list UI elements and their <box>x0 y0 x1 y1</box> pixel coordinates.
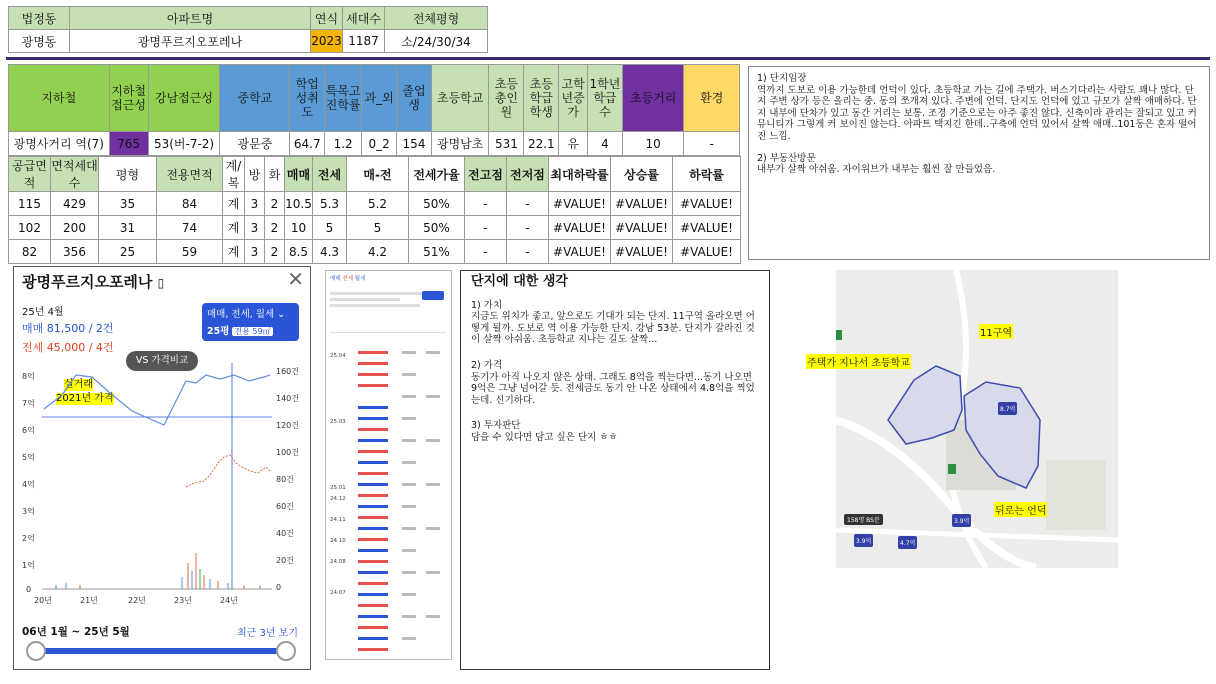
notes-heading-2: 2) 부동산방문 <box>757 152 816 164</box>
cell: #VALUE! <box>673 216 741 240</box>
ylabel-right: 40건 <box>276 529 294 538</box>
row-line <box>358 373 388 376</box>
ylabel-right: 120건 <box>276 421 299 430</box>
jeonse-price-line <box>186 455 270 487</box>
thoughts-title: 단지에 대한 생각 <box>471 274 568 289</box>
cell: 84 <box>157 192 223 216</box>
notes-text-1: 역까지 도보로 이용 가능한데 언덕이 있다. 초등학교 가는 길에 주택가. 버스기다리는 사람도 꽤나 많다. 단지 주변 상가 등은 올리는 중. 동의 쪼개져 있다. 주변에 언덕. 단지도 언덕에 있고 규모가 살짝 애매하다. 단지 내부에 단차가 있고 동간 거리는 보통. 조경 기준으로는 아주 좋진 않다. 신축이라 관리는 잘되고 있고 커뮤니티가 그렇게 커 보이진 않는다. 아파트 택지긴 한데..구축에 언덕 있어서 살짝 애매..101동은 혼자 떨어진 느낌. <box>757 84 1197 142</box>
row-line <box>358 615 388 618</box>
cell: 8.5 <box>285 240 313 264</box>
cell: 59 <box>157 240 223 264</box>
value-households: 1187 <box>343 30 385 53</box>
ylabel-right: 100건 <box>276 448 299 457</box>
xlabel: 20년 <box>34 596 52 605</box>
cell: 3 <box>245 216 265 240</box>
ylabel-left: 8억 <box>22 372 35 381</box>
spec-h-max-drop: 최대하락률 <box>549 157 611 192</box>
value-sizes: 소/24/30/34 <box>385 30 488 53</box>
cell: #VALUE! <box>611 240 673 264</box>
ylabel-right: 20건 <box>276 556 294 565</box>
val-environment: - <box>684 132 740 156</box>
complex-thoughts-panel <box>460 270 770 670</box>
spec-h-sale: 매매 <box>285 157 313 192</box>
filter-label: 매매, 전세, 월세 <box>207 309 275 320</box>
range-slider-track[interactable] <box>36 648 292 654</box>
ylabel-left: 7억 <box>22 399 35 408</box>
mid-tab[interactable]: 전세 <box>342 276 354 282</box>
cell: 5 <box>313 216 347 240</box>
hdr-elementary: 초등학교 <box>431 65 488 132</box>
cell: 4.3 <box>313 240 347 264</box>
chevron-down-icon: ⌄ <box>277 309 286 320</box>
hdr-graduates: 졸업생 <box>397 65 432 132</box>
map-label-elementary-route <box>806 354 911 369</box>
range-slider-end-handle[interactable] <box>276 641 296 661</box>
hdr-upper-grade: 고학년증가 <box>559 65 588 132</box>
left-axis-labels <box>22 371 35 594</box>
cell: - <box>465 192 507 216</box>
spec-h-rise: 상승률 <box>611 157 673 192</box>
spec-h-high: 전고점 <box>465 157 507 192</box>
spec-h-pyeong: 평형 <box>99 157 157 192</box>
ylabel-right: 80건 <box>276 475 294 484</box>
row-line <box>402 439 416 442</box>
transaction-list-panel <box>325 270 452 660</box>
row-line <box>402 615 416 618</box>
spec-header-row <box>9 157 741 192</box>
row-line <box>358 494 388 497</box>
row-line <box>358 450 388 453</box>
row-line <box>358 439 388 442</box>
ylabel-left: 6억 <box>22 426 35 435</box>
vs-compare-button[interactable]: VS 가격비교 <box>126 351 198 371</box>
thoughts-heading-3: 3) 투자판단 <box>471 420 521 432</box>
filter-size: 25평 <box>207 326 230 337</box>
hdr-elem-class: 초등학급학생 <box>524 65 559 132</box>
x-axis-labels <box>34 595 238 605</box>
header-sizes: 전체평형 <box>385 7 488 30</box>
row-line <box>358 538 388 541</box>
row-line <box>358 560 388 563</box>
hdr-special-hs: 특목고진학률 <box>325 65 362 132</box>
cell: 50% <box>409 216 465 240</box>
val-graduates: 154 <box>397 132 432 156</box>
val-elementary: 광명남초 <box>431 132 488 156</box>
cell: 82 <box>9 240 51 264</box>
thoughts-text-3: 담을 수 있다면 담고 싶은 단지 ㅎㅎ <box>471 431 618 443</box>
val-first-grade: 4 <box>587 132 622 156</box>
mid-list <box>330 351 346 599</box>
row-line <box>358 571 388 574</box>
range-slider-start-handle[interactable] <box>26 641 46 661</box>
map-price-pin[interactable]: 4.7억 <box>898 536 917 549</box>
row-line <box>358 384 388 387</box>
map-icon[interactable]: ▯ <box>157 276 165 290</box>
row-line <box>358 516 388 519</box>
value-year: 2023 <box>311 30 343 53</box>
ylabel-left: 4억 <box>22 480 35 489</box>
thoughts-text-1: 지금도 위치가 좋고, 앞으로도 기대가 되는 단지. 11구역 올라오면 어떻게 될까. 도보로 역 이용 가능한 단지. 강남 53분. 단지가 갈라진 것이 살짝 아쉬움. 초등학교 지나는 길도 살짝... <box>471 311 755 346</box>
hdr-middle-school: 중학교 <box>220 65 290 132</box>
val-elem-class: 22.1 <box>524 132 559 156</box>
spec-h-type: 계/복 <box>223 157 245 192</box>
row-line <box>358 604 388 607</box>
apartment-summary-table <box>8 6 488 53</box>
filter-dropdown[interactable] <box>202 303 299 341</box>
xlabel: 22년 <box>128 596 146 605</box>
cell: 200 <box>51 216 99 240</box>
cell: 5.3 <box>313 192 347 216</box>
cell: 계 <box>223 240 245 264</box>
table-row <box>9 240 741 264</box>
val-gangnam-access: 53(버-7-2) <box>148 132 220 156</box>
map-info-badge[interactable]: 158명 BS분 <box>844 514 883 525</box>
table-row <box>9 192 741 216</box>
price-line-chart <box>14 363 310 613</box>
chart-sale-summary: 매매 81,500 / 2건 <box>22 322 114 335</box>
hdr-subway: 지하철 <box>9 65 110 132</box>
row-line <box>358 505 388 508</box>
map-price-pin[interactable]: 3.9억 <box>854 534 873 547</box>
notes-text-2: 내부가 살짝 아쉬움. 자이위브가 내부는 훨씬 잘 만들었음. <box>757 164 996 176</box>
cell: 102 <box>9 216 51 240</box>
hdr-tutoring: 과_외 <box>362 65 397 132</box>
cell: 50% <box>409 192 465 216</box>
row-line <box>426 439 440 442</box>
notes-heading-1: 1) 단지임장 <box>757 73 807 84</box>
val-middle-school: 광문중 <box>220 132 290 156</box>
header-year: 연식 <box>311 7 343 30</box>
val-upper-grade: 유 <box>559 132 588 156</box>
val-achievement: 64.7 <box>290 132 325 156</box>
row-line <box>402 461 416 464</box>
table-row <box>9 216 741 240</box>
cell: 429 <box>51 192 99 216</box>
cell: 35 <box>99 192 157 216</box>
ylabel-left: 5억 <box>22 453 35 462</box>
mid-list-rows <box>356 351 448 656</box>
row-line <box>402 505 416 508</box>
spec-h-baths: 화 <box>265 157 285 192</box>
annot-2021: 2021년 가격 <box>56 393 114 404</box>
value-dong: 광명동 <box>9 30 70 53</box>
row-line <box>358 648 388 651</box>
mid-row-date: 24.11 <box>330 517 346 523</box>
mid-row-date: 25.03 <box>330 419 346 425</box>
hdr-elem-distance: 초등거리 <box>622 65 684 132</box>
val-subway: 광명사거리 역(7) <box>9 132 110 156</box>
row-line <box>358 417 388 420</box>
cell: 74 <box>157 216 223 240</box>
recent-3y-link[interactable]: 최근 3년 보기 <box>236 628 298 639</box>
row-line <box>402 351 416 354</box>
size-price-table <box>8 156 741 264</box>
cell: 51% <box>409 240 465 264</box>
xlabel: 23년 <box>174 596 192 605</box>
row-line <box>426 351 440 354</box>
cell: #VALUE! <box>673 240 741 264</box>
map-price-pin[interactable]: 8.7억 <box>998 402 1017 415</box>
cell: 356 <box>51 240 99 264</box>
row-line <box>358 549 388 552</box>
cell: #VALUE! <box>611 216 673 240</box>
thoughts-heading-2: 2) 가격 <box>471 359 503 371</box>
location-info-table <box>8 64 740 156</box>
val-elem-distance: 10 <box>622 132 684 156</box>
cell: 2 <box>265 192 285 216</box>
map-price-pin[interactable]: 3.9억 <box>952 514 971 527</box>
cell: 31 <box>99 216 157 240</box>
hdr-achievement: 학업성취도 <box>290 65 325 132</box>
spec-h-ratio: 전세가율 <box>409 157 465 192</box>
cell: 5 <box>347 216 409 240</box>
row-line <box>358 406 388 409</box>
row-line <box>358 428 388 431</box>
cell: #VALUE! <box>549 192 611 216</box>
row-line <box>358 483 388 486</box>
spec-h-drop: 하락률 <box>673 157 741 192</box>
row-line <box>402 527 416 530</box>
hdr-environment: 환경 <box>684 65 740 132</box>
mid-row-date: 24.07 <box>330 590 346 596</box>
row-line <box>426 395 440 398</box>
sale-price-line <box>44 375 270 425</box>
mid-tab[interactable]: 월세 <box>354 276 366 282</box>
cell: 계 <box>223 192 245 216</box>
row-line <box>402 637 416 640</box>
map-label-hill: 뒤로는 언덕 <box>994 502 1047 517</box>
cell: 계 <box>223 216 245 240</box>
hdr-subway-access: 지하철접근성 <box>109 65 148 132</box>
hdr-gangnam-access: 강남접근성 <box>148 65 220 132</box>
spec-h-supply: 공급면적 <box>9 157 51 192</box>
volume-bars <box>56 553 260 589</box>
row-line <box>402 373 416 376</box>
price-chart-panel <box>13 266 311 670</box>
spec-h-rooms: 방 <box>245 157 265 192</box>
mid-row-date: 24.10 <box>330 538 346 544</box>
ylabel-right: 140건 <box>276 394 299 403</box>
site-visit-notes <box>748 66 1210 260</box>
ylabel-right: 60건 <box>276 502 294 511</box>
divider-line <box>6 57 1210 60</box>
filter-size-sub: 전용 59㎡ <box>234 327 271 336</box>
row-line <box>402 417 416 420</box>
row-line <box>402 483 416 486</box>
val-subway-access: 765 <box>109 132 148 156</box>
header-households: 세대수 <box>343 7 385 30</box>
map-label-elementary-route-text: 주택가 지나서 초등학교 <box>807 358 910 369</box>
cell: 25 <box>99 240 157 264</box>
ylabel-right: 0 <box>276 583 282 592</box>
row-line <box>358 527 388 530</box>
close-icon[interactable]: ✕ <box>287 267 304 291</box>
row-line <box>358 637 388 640</box>
mid-header-area <box>330 289 446 333</box>
row-line <box>426 483 440 486</box>
cell: #VALUE! <box>611 192 673 216</box>
header-dong: 법정동 <box>9 7 70 30</box>
row-line <box>358 593 388 596</box>
thoughts-heading-1: 1) 가치 <box>471 299 503 311</box>
val-tutoring: 0_2 <box>362 132 397 156</box>
row-line <box>358 582 388 585</box>
map-label-11-district: 11구역 <box>979 324 1013 339</box>
cell: 10.5 <box>285 192 313 216</box>
spec-h-gap: 매-전 <box>347 157 409 192</box>
chart-title <box>22 271 164 292</box>
ylabel-left: 1억 <box>22 561 35 570</box>
row-line <box>402 395 416 398</box>
cell: - <box>507 192 549 216</box>
annot-trade: 실거래 <box>64 379 93 390</box>
spec-h-jeonse: 전세 <box>313 157 347 192</box>
cell: - <box>465 240 507 264</box>
cell: #VALUE! <box>549 240 611 264</box>
row-line <box>426 571 440 574</box>
cell: 4.2 <box>347 240 409 264</box>
hdr-first-grade: 1학년학급수 <box>587 65 622 132</box>
ylabel-left: 0 <box>26 585 32 594</box>
xlabel: 21년 <box>80 596 98 605</box>
mid-tabs <box>326 271 451 285</box>
cell: 5.2 <box>347 192 409 216</box>
ylabel-left: 2억 <box>22 534 35 543</box>
hdr-elem-total: 초등총인원 <box>489 65 524 132</box>
row-line <box>358 362 388 365</box>
right-axis-labels <box>276 366 299 592</box>
value-apt-name: 광명푸르지오포레나 <box>70 30 311 53</box>
row-line <box>358 461 388 464</box>
val-elem-total: 531 <box>489 132 524 156</box>
spec-h-low: 전저점 <box>507 157 549 192</box>
cell: 115 <box>9 192 51 216</box>
cell: 10 <box>285 216 313 240</box>
area-map <box>807 270 1118 568</box>
spec-h-units: 면적세대수 <box>51 157 99 192</box>
row-line <box>402 571 416 574</box>
row-line <box>358 626 388 629</box>
cell: #VALUE! <box>673 192 741 216</box>
row-line <box>426 615 440 618</box>
cell: 2 <box>265 216 285 240</box>
cell: - <box>507 216 549 240</box>
mid-row-date: 24.08 <box>330 559 346 565</box>
chart-rent-summary: 전세 45,000 / 4건 <box>22 341 114 354</box>
xlabel: 24년 <box>220 596 238 605</box>
ylabel-right: 160건 <box>276 367 299 376</box>
cell: 2 <box>265 240 285 264</box>
mid-row-date: 25.04 <box>330 353 346 359</box>
chart-month: 25년 4월 <box>22 307 64 318</box>
cell: 3 <box>245 240 265 264</box>
row-line <box>358 351 388 354</box>
cell: #VALUE! <box>549 216 611 240</box>
row-line <box>358 472 388 475</box>
ylabel-left: 3억 <box>22 507 35 516</box>
header-apt-name: 아파트명 <box>70 7 311 30</box>
spec-h-exclusive: 전용면적 <box>157 157 223 192</box>
row-line <box>402 549 416 552</box>
val-special-hs: 1.2 <box>325 132 362 156</box>
mid-row-date: 24.12 <box>330 496 346 502</box>
mid-tab[interactable]: 매매 <box>330 276 341 282</box>
row-line <box>426 527 440 530</box>
mid-row-date: 25.01 <box>330 485 346 491</box>
date-range-label: 06년 1월 ~ 25년 5월 <box>22 626 130 638</box>
cell: - <box>507 240 549 264</box>
chart-title-text: 광명푸르지오포레나 <box>22 273 153 291</box>
thoughts-text-2: 동기가 아직 나오지 않은 상태. 그래도 8억을 찍는다면...동기 나오면 9억은 그냥 넘어갈 듯. 전세금도 동기 안 나온 상태에서 4.8억을 찍었는데. 신기하다. <box>471 371 755 406</box>
cell: 3 <box>245 192 265 216</box>
row-line <box>402 593 416 596</box>
cell: - <box>465 216 507 240</box>
